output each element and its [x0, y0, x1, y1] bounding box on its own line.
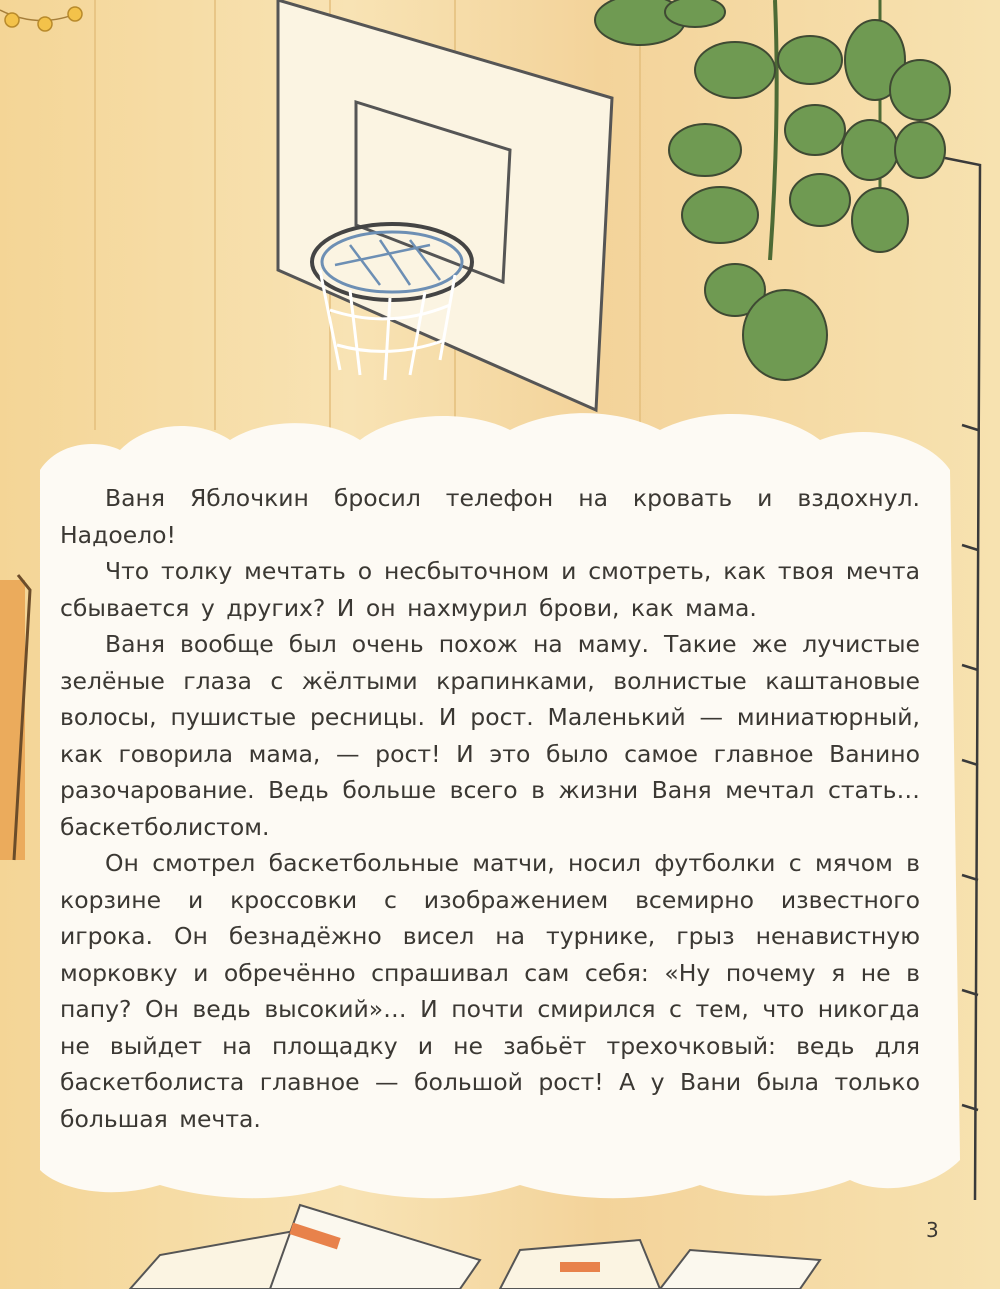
paragraph: Ваня вообще был очень похож на маму. Такие же лучистые зелёные глаза с жёлтыми крапинками, волнистые каштановые волосы, пушистые ресницы. И рост. Маленький — миниатюрный, как говорила мама, — рост! И это было самое главное Ванино разочарование. Ведь больше всего в жизни Ваня мечтал стать… баскетболистом.: [60, 630, 920, 841]
story-text: [60, 480, 920, 1137]
paragraph: Ваня Яблочкин бросил телефон на кровать и вздохнул. Надоело!: [60, 484, 920, 549]
paragraph: Что толку мечтать о несбыточном и смотреть, как твоя мечта сбывается у других? И он нахмурил брови, как мама.: [60, 557, 920, 622]
paragraph: Он смотрел баскетбольные матчи, носил футболки с мячом в корзине и кроссовки с изображением всемирно известного игрока. Он безнадёжно висел на турнике, грыз ненавистную морковку и обречённо спрашивал сам себя: «Ну почему я не в папу? Он ведь высокий»… И почти смирился с тем, что никогда не выйдет на площадку и не забьёт трехочковый: ведь для баскетболиста главное — большой рост! А у Вани была только большая мечта.: [60, 849, 920, 1133]
page-number: 3: [926, 1218, 939, 1242]
